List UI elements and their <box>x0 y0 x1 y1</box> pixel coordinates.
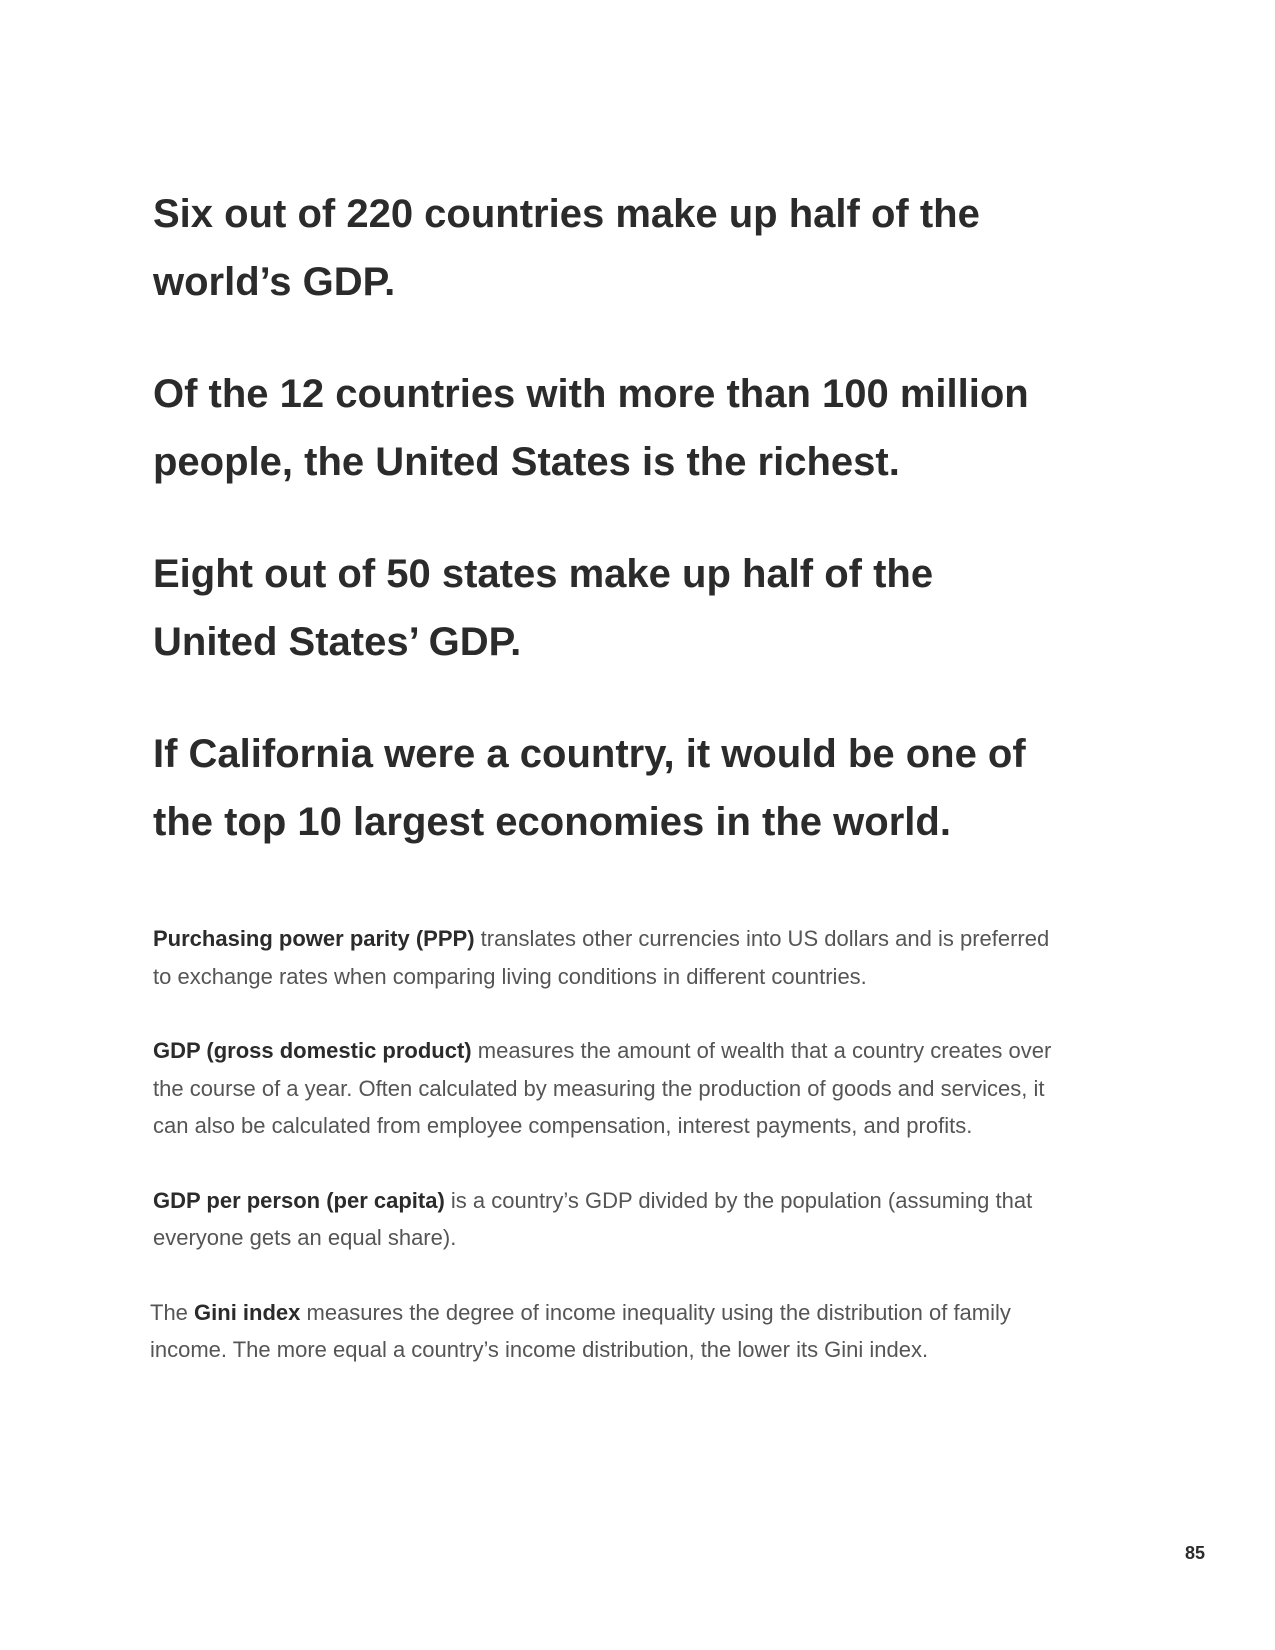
definition-text: measures the amount of wealth that a country creates over the course of a year. Often calculated by measuring the production of goods and services, it can also be calculated from employee compensation, interest payments, and profits. <box>153 1038 1052 1138</box>
page-number: 85 <box>1184 1543 1205 1563</box>
definition-text: translates other currencies into US dollars and is preferred to exchange rates when comparing living conditions in different countries. <box>153 926 1050 989</box>
headline-fact-us-richest: Of the 12 countries with more than 100 million people, the United States is the richest. <box>153 372 1029 484</box>
definition-gdp <box>153 1032 1053 1145</box>
definition-term: Purchasing power parity (PPP) <box>153 926 475 951</box>
definitions-list <box>150 920 1053 1406</box>
headline-fact-california: If California were a country, it would be one of the top 10 largest economies in the world. <box>153 732 1026 844</box>
definition-term: Gini index <box>194 1299 301 1325</box>
definition-term: GDP per person (per capita) <box>153 1187 445 1213</box>
definition-text: measures the degree of income inequality using the distribution of family income. The more equal a country’s income distribution, the lower its Gini index. <box>150 1299 1011 1362</box>
definition-prefix: The <box>150 1299 195 1325</box>
definition-ppp <box>153 920 1053 995</box>
definition-term: GDP (gross domestic product) <box>153 1038 472 1063</box>
definition-gdp-per-person <box>153 1182 1053 1257</box>
definition-gini-index <box>150 1294 1053 1369</box>
headline-fact-countries-gdp: Six out of 220 countries make up half of the world’s GDP. <box>153 192 980 304</box>
definition-text: is a country’s GDP divided by the population (assuming that everyone gets an equal share). <box>153 1187 1033 1250</box>
headline-facts <box>153 180 1053 900</box>
headline-fact-states-gdp: Eight out of 50 states make up half of the United States’ GDP. <box>153 552 934 664</box>
